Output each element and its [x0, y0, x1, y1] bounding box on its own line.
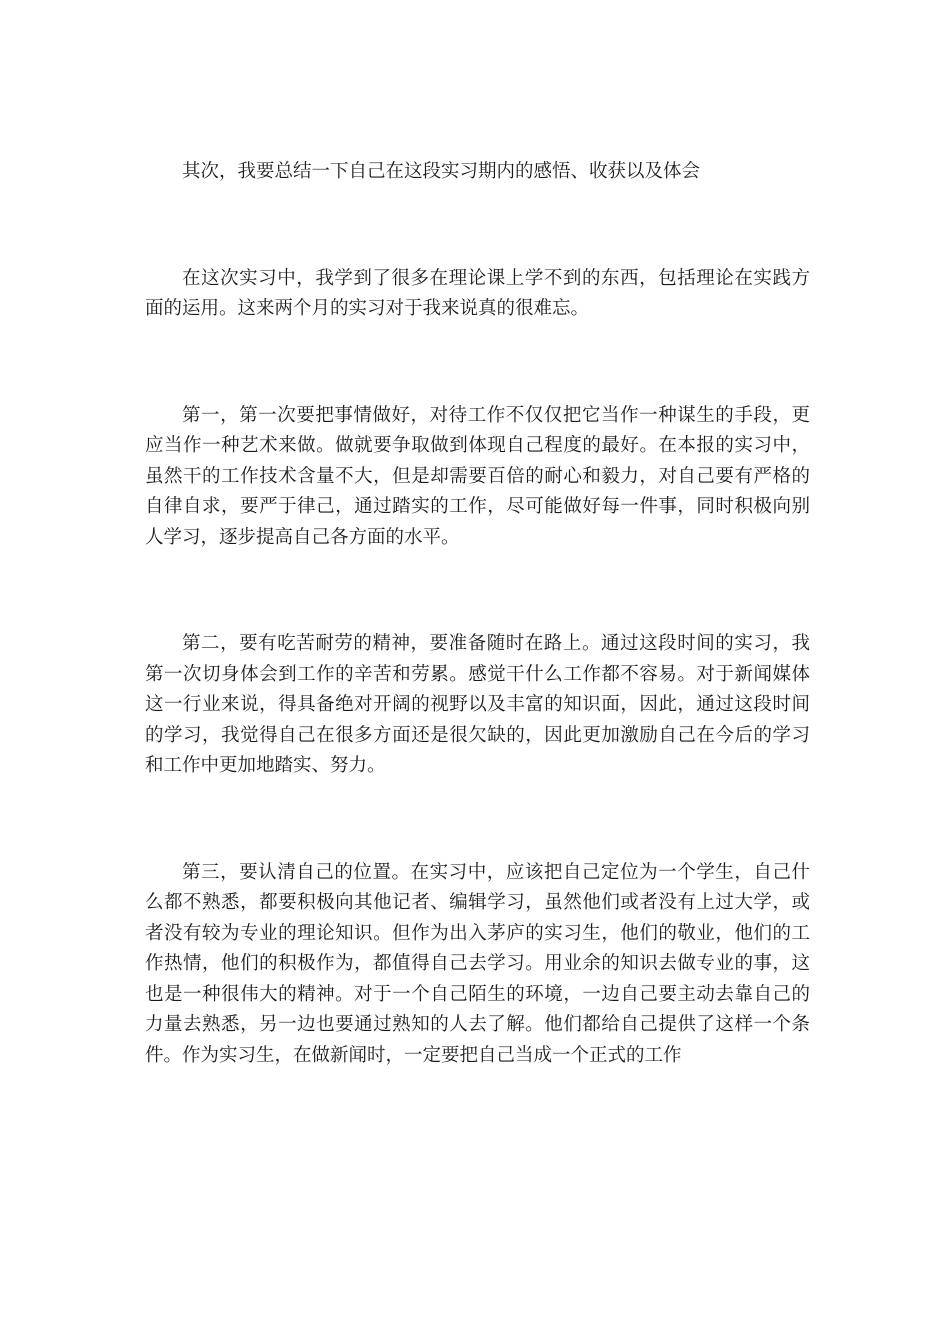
paragraph-point-two: 第二，要有吃苦耐劳的精神，要准备随时在路上。通过这段时间的实习，我第一次切身体会到工作的辛苦和劳累。感觉干什么工作都不容易。对于新闻媒体这一行业来说，得具备绝对开阔的视野以及丰富的知识面，因此，通过这段时间的学习，我觉得自己在很多方面还是很欠缺的，因此更加激励自己在今后的学习和工作中更加地踏实、努力。: [145, 633, 810, 776]
paragraph-point-one: 第一，第一次要把事情做好，对待工作不仅仅把它当作一种谋生的手段，更应当作一种艺术来做。做就要争取做到体现自己程度的最好。在本报的实习中，虽然干的工作技术含量不大，但是却需要百倍的耐心和毅力，对自己要有严格的自律自求，要严于律己，通过踏实的工作，尽可能做好每一件事，同时积极向别人学习，逐步提高自己各方面的水平。: [145, 404, 810, 548]
paragraph-learning: 在这次实习中，我学到了很多在理论课上学不到的东西，包括理论在实践方面的运用。这来两个月的实习对于我来说真的很难忘。: [145, 267, 810, 319]
paragraph-point-three: 第三，要认清自己的位置。在实习中，应该把自己定位为一个学生，自己什么都不熟悉，都要积极向其他记者、编辑学习，虽然他们或者没有上过大学，或者没有较为专业的理论知识。但作为出入茅庐的实习生，他们的敬业，他们的工作热情，他们的积极作为，都值得自己去学习。用业余的知识去做专业的事，这也是一种很伟大的精神。对于一个自己陌生的环境，一边自己要主动去靠自己的力量去熟悉，另一边也要通过熟知的人去了解。他们都给自己提供了这样一个条件。作为实习生，在做新闻时，一定要把自己当成一个正式的工作: [145, 861, 810, 1066]
document-body: [145, 157, 810, 1071]
paragraph-summary-intro: 其次，我要总结一下自己在这段实习期内的感悟、收获以及体会: [182, 161, 701, 182]
